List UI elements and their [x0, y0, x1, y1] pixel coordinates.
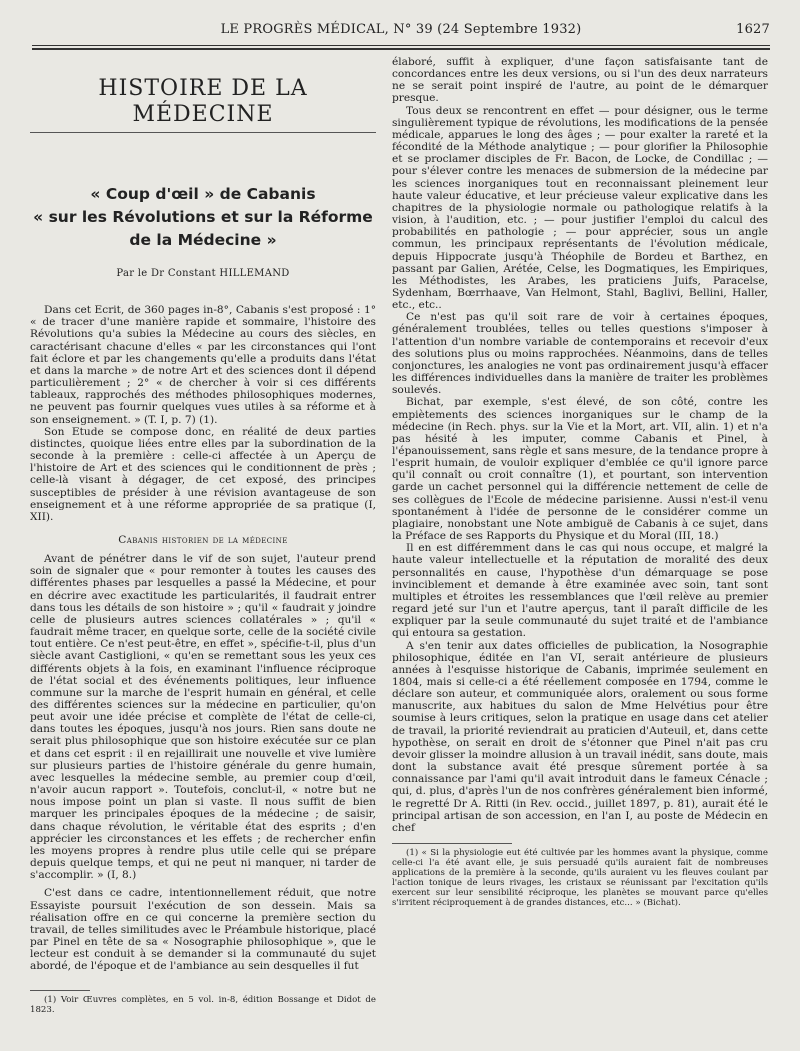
- paragraph: élaboré, suffit à expliquer, d'une façon satisfaisante tant de concordances entre les deux versions, ou si l'un des deux narrateurs ne se serait point inspiré de l'autre, au point de le démarquer presque.: [392, 56, 768, 105]
- paragraph: A s'en tenir aux dates officielles de publication, la Nosographie philosophique, éditée en l'an VI, serait antérieure de plusieurs années à l'esquisse historique de Cabanis, imprimée seulement en 1804, mais si celle-ci a été réellement composée en 1794, comme le déclare son auteur, et communiquée alors, oralement ou sous forme manuscrite, aux habitues du salon de Mme Helvétius pour être soumise à leurs critiques, selon la pratique en usage dans cet atelier de travail, la priorité reviendrait au praticien d'Auteuil, et, dans cette hypothèse, on serait en droit de s'étonner que Pinel n'ait pas cru devoir glisser la moindre allusion à un travail inédit, sans doute, mais dont la substance avait été presque sûrement portée à sa connaissance par l'ami qu'il avait introduit dans le fameux Cénacle ; qui, d. plus, d'après l'un de nos confrères généralement bien informé, le regretté Dr A. Ritti (in Rev. occid., juillet 1897, p. 81), aurait été le principal artisan de son accession, en l'an I, au poste de Médecin en chef: [392, 639, 768, 834]
- footnote-rule: [30, 990, 90, 991]
- paragraph: Son Etude se compose donc, en réalité de deux parties distinctes, quoique liées entre elles par la subordination de la seconde à la première : celle-ci affectée à un Aperçu de l'histoire de Art et des sciences qui le conditionnent de près ; celle-là visant à dégager, de cet exposé, des principes susceptibles de présider à une révision avantageuse de son enseignement et à une réforme appropriée de sa pratique (I, XII).: [30, 425, 376, 523]
- section-title-rule: [30, 132, 376, 133]
- paragraph: Bichat, par exemple, s'est élevé, de son côté, contre les empiètements des sciences inorganiques sur le champ de la médecine (in Rech. phys. sur la Vie et la Mort, art. VII, alin. 1) et n'a pas hésité à les imputer, comme Cabanis et Pinel, à l'épanouissement, sans règle et sans mesure, de la tendance propre à l'esprit humain, de vouloir expliquer d'emblée ce qu'il ignore parce qu'il connaît ou croit connaître (1), et pourtant, son intervention garde un cachet personnel qui la différencie nettement de celle de ses collègues de l'Ecole de médecine parisienne. Aussi n'est-il venu spontanément à l'idée de personne de le considérer comme un plagiaire, nonobstant une Note ambiguë de Cabanis à ce sujet, dans la Préface de ses Rapports du Physique et du Moral (III, 18.): [392, 396, 768, 543]
- running-head: [32, 22, 770, 40]
- header-rule-thick: [32, 48, 770, 50]
- subheading: Cabanis historien de la médecine: [118, 533, 288, 546]
- article-title-line-2: « sur les Révolutions et sur la Réforme: [33, 208, 373, 226]
- paragraph: Avant de pénétrer dans le vif de son sujet, l'auteur prend soin de signaler que « pour remonter à toutes les causes des différentes phases par lesquelles a passé la Médecine, et pour en décrire avec exactitude les particularités, il faudrait entrer dans tous les détails de son histoire » ; qu'il « faudrait y joindre celle de plusieurs autres sciences collatérales » ; qu'il « faudrait même tracer, en quelque sorte, celle de la société civile tout entière. Ce n'est peut-être, en effet », spécifie-t-il, plus d'un siècle avant Castiglioni, « qu'en se remettant sous les yeux ces différents objets à la fois, en examinant l'influence réciproque de l'état social et des événements politiques, leur influence commune sur la marche de l'esprit humain en général, et celle des différentes sciences sur la médecine en particulier, qu'on peut avoir une idée précise et complète de l'état de celle-ci, dans toutes les époques, jusqu'à nos jours. Rien sans doute ne serait plus philosophique que son histoire exécutée sur ce plan et dans cet esprit : il en rejaillirait une nouvelle et vive lumière sur plusieurs parties de l'histoire générale du genre humain, avec lesquelles la médecine semble, au premier coup d'œil, n'avoir aucun rapport ». Toutefois, conclut-il, « notre but ne nous impose point un plan si vaste. Il nous suffit de bien marquer les principales époques de la médecine ; de saisir, dans chaque révolution, le véritable état des esprits ; d'en apprécier les circonstances et les effets ; de rechercher enfin les moyens propres à rendre plus utile celle qui se prépare depuis quelque temps, et qui ne peut ni manquer, ni tarder de s'accomplir. » (I, 8.): [30, 553, 376, 882]
- article-title-line-1: « Coup d'œil » de Cabanis: [90, 185, 316, 203]
- footnote-rule: [392, 843, 512, 844]
- paragraph: Ce n'est pas qu'il soit rare de voir à certaines époques, généralement troublées, telles ou telles questions s'imposer à l'attention d'un nombre variable de contemporains et recevoir d'eux des solutions plus ou moins rapprochées. Néanmoins, dans de telles conjonctures, les analogies ne vont pas ordinairement jusqu'à effacer les différences individuelles dans la manière de traiter les problèmes soulevés.: [392, 311, 768, 397]
- byline: Par le Dr Constant HILLEMAND: [116, 268, 290, 279]
- article-title: [30, 183, 376, 252]
- footnote: (1) « Si la physiologie eut été cultivée par les hommes avant la physique, comme celle-ci l'a été avant elle, je suis persuadé qu'ils auraient fait de nombreuses applications de la première à la seconde, qu'ils auraient vu les fleuves coulant par l'action tonique de leurs rivages, les cristaux se réunissant par l'excitation qu'ils exercent sur leur sensibilité réciproque, les planètes se mouvant parce qu'elles s'irritent réciproquement à de grandes distances, etc... » (Bichat).: [392, 848, 768, 908]
- article-title-line-3: de la Médecine »: [129, 231, 277, 249]
- paragraph: Tous deux se rencontrent en effet — pour désigner, ous le terme singulièrement typique de révolutions, les modifications de la pensée médicale, apparues le long des âges ; — pour exalter la rareté et la fécondité de la Méthode analytique ; — pour glorifier la Philosophie et se proclamer disciples de Fr. Bacon, de Locke, de Condillac ; — pour s'élever contre les menaces de submersion de la médecine par les sciences inorganiques tout en reconnaissant pleinement leur haute valeur éducative, et leur précieuse valeur explicative dans les chapitres de la physiologie normale ou pathologique relatifs à la vision, à l'audition, etc. ; — pour justifier l'emploi du calcul des probabilités en pathologie ; — pour apprécier, sous un angle commun, les principaux représentants de l'évolution médicale, depuis Hippocrate jusqu'à Théophile de Bordeu et Barthez, en passant par Galien, Arétée, Celse, les Dogmatiques, les Empiriques, les Méthodistes, les Arabes, les praticiens Juifs, Paracelse, Sydenham, Bœrrhaave, Van Helmont, Stahl, Baglivi, Bellini, Haller, etc., etc..: [392, 104, 768, 312]
- section-title: HISTOIRE DE LA MÉDECINE: [98, 76, 308, 127]
- journal-title: LE PROGRÈS MÉDICAL, N° 39 (24 Septembre 1932): [220, 22, 582, 37]
- left-column: [30, 56, 376, 1015]
- paragraph: Il en est différemment dans le cas qui nous occupe, et malgré la haute valeur intellectuelle et la réputation de moralité des deux personnalités en cause, l'hypothèse d'un démarquage se pose invinciblement et demande à être examinée avec soin, tant sont multiples et étroites les ressemblances que l'œil relève au premier regard jeté sur l'un et l'autre aperçus, tant il paraît difficile de les expliquer par la seule communauté du sujet traité et de l'ambiance qui entoura sa gestation.: [392, 542, 768, 640]
- paragraph: C'est dans ce cadre, intentionnellement réduit, que notre Essayiste poursuit l'exécution de son dessein. Mais sa réalisation offre en ce qui concerne la première section du travail, de telles similitudes avec le Préambule historique, placé par Pinel en tête de sa « Nosographie philosophique », que le lecteur est conduit à se demander si la communauté du sujet abordé, de l'époque et de l'ambiance au sein desquelles il fut: [30, 887, 376, 973]
- footnote: (1) Voir Œuvres complètes, en 5 vol. in-8, édition Bossange et Didot de 1823.: [30, 995, 376, 1016]
- right-column: [392, 56, 768, 908]
- page-number: 1627: [736, 22, 770, 37]
- paragraph: Dans cet Ecrit, de 360 pages in-8°, Cabanis s'est proposé : 1° « de tracer d'une manière rapide et sommaire, l'histoire des Révolutions qu'a subies la Médecine au cours des siècles, en caractérisant chacune d'elles « par les circonstances qui l'ont fait éclore et par les changements qu'elle a produits dans l'état et dans la marche » de notre Art et des sciences dont il dépend particulièrement ; 2° « de chercher à voir si ces différents tableaux, rapprochés des méthodes philosophiques modernes, ne peuvent pas fournir quelques vues utiles à sa réforme et à son enseignement. » (T. I, p. 7) (1).: [30, 304, 376, 426]
- header-rule: [32, 45, 770, 46]
